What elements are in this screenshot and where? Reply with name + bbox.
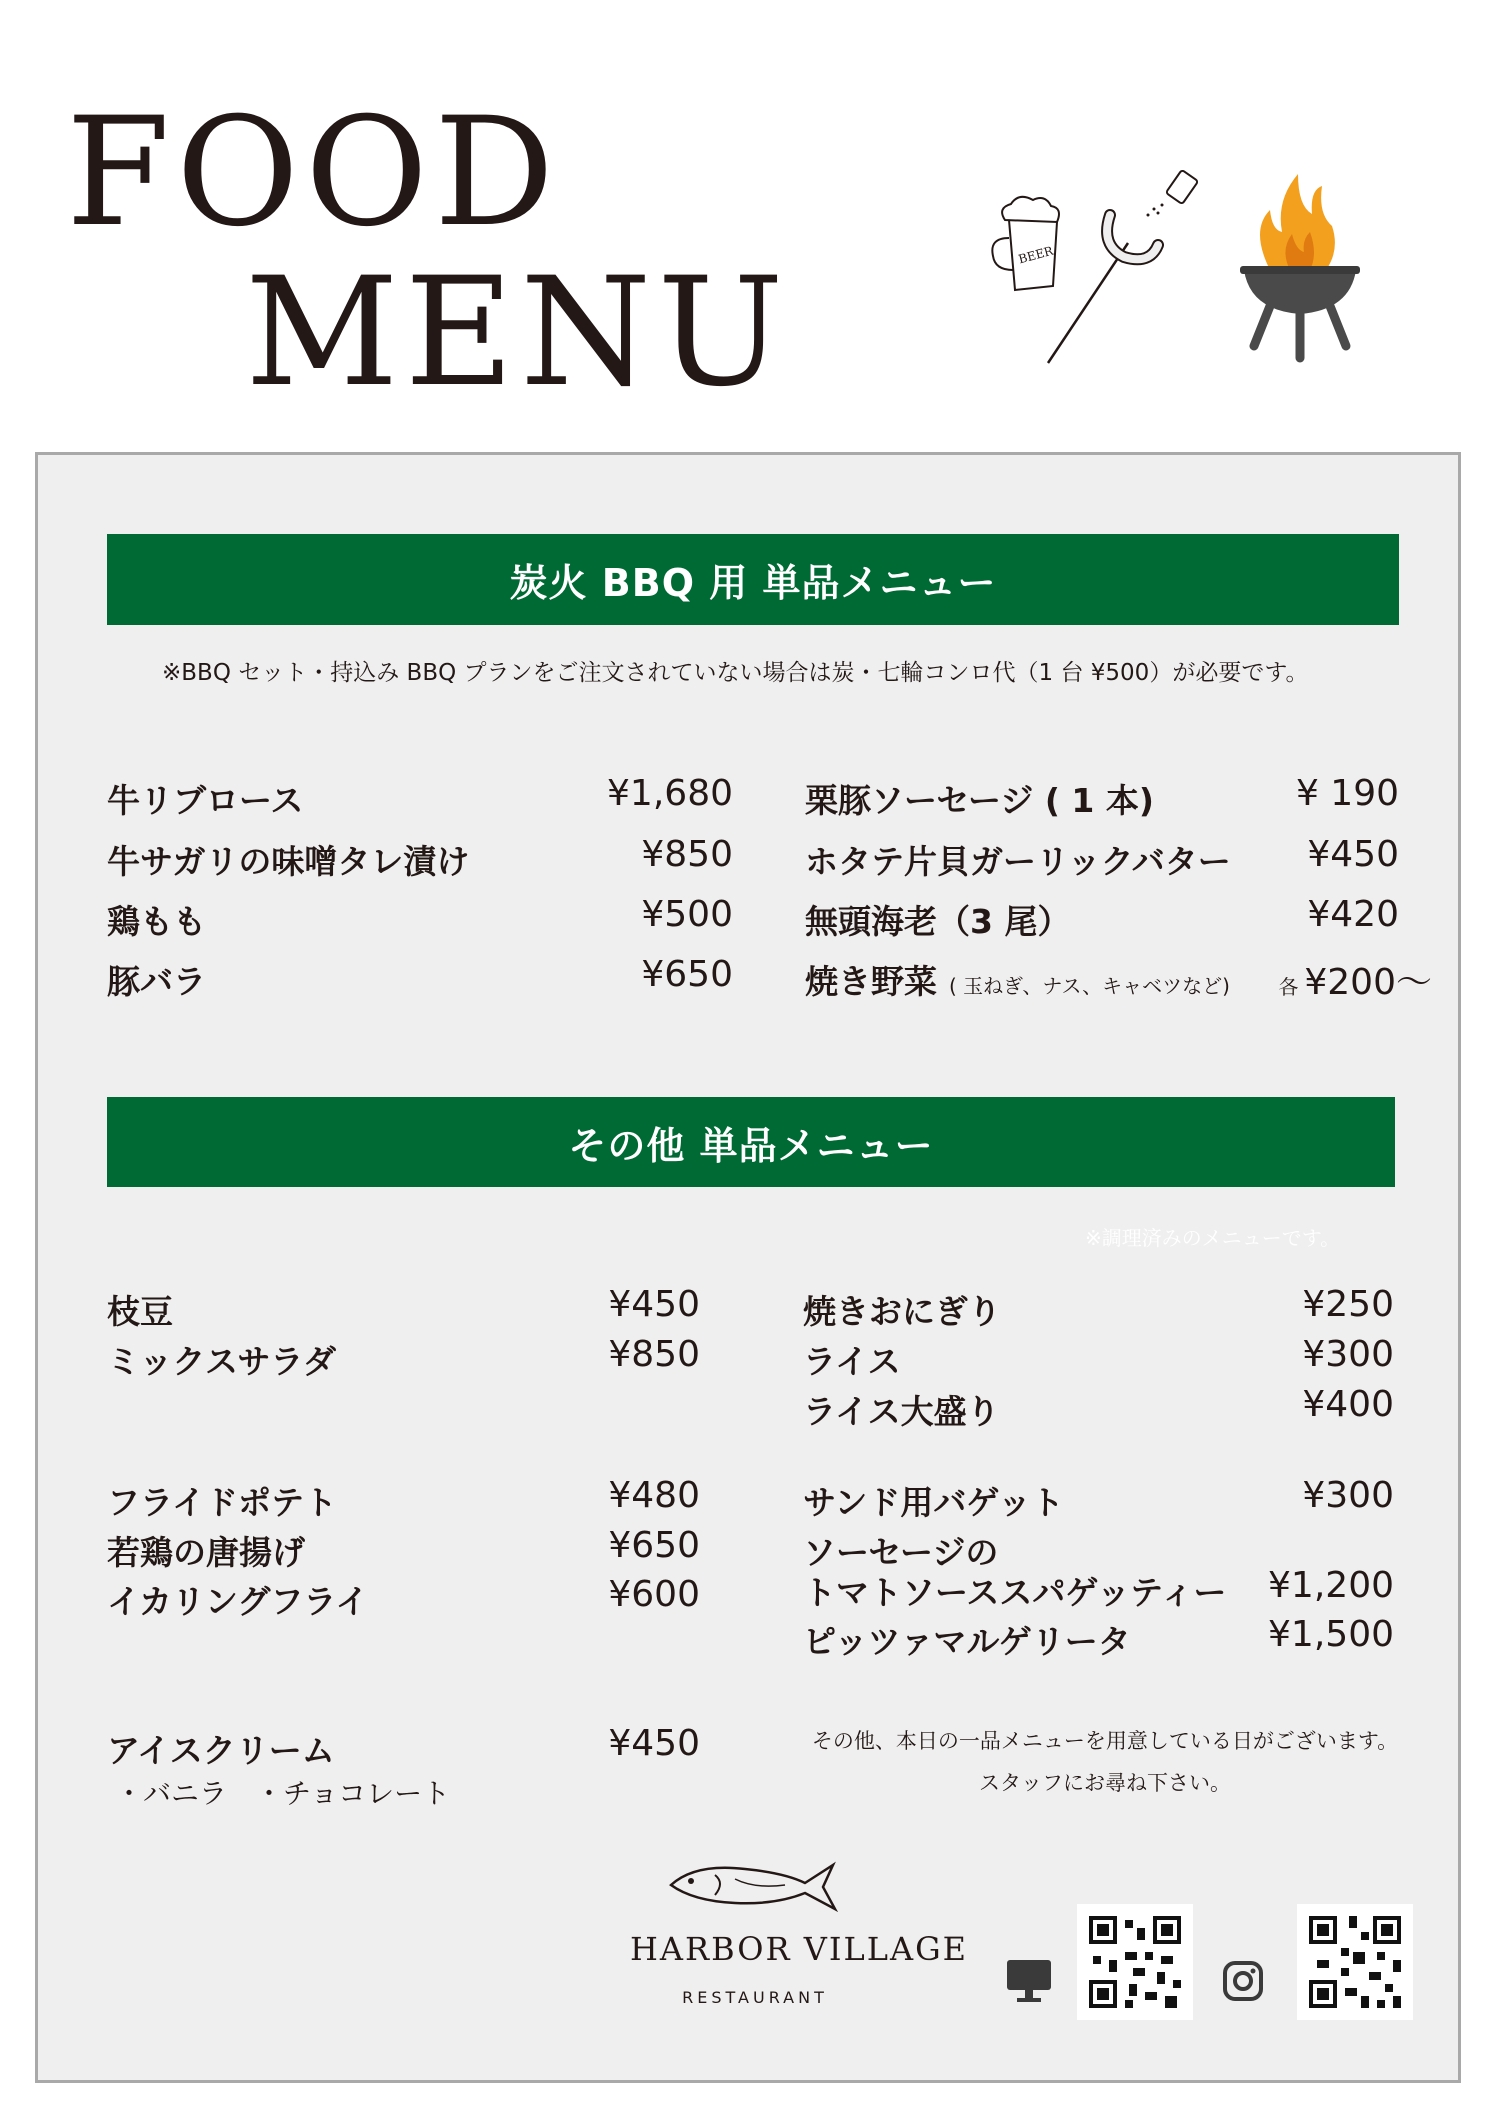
other-banner: その他 単品メニュー	[107, 1097, 1395, 1187]
bbq-price: ¥650	[641, 954, 733, 995]
bbq-price-value: ¥200～	[1304, 962, 1432, 1003]
bbq-item: 鶏もも	[107, 902, 206, 941]
bbq-item: 牛サガリの味噌タレ漬け	[107, 842, 470, 881]
other-item: 若鶏の唐揚げ	[107, 1533, 305, 1572]
sausage-icon	[1040, 165, 1210, 370]
other-price: ¥1,200	[1268, 1565, 1394, 1606]
bbq-item	[805, 956, 1230, 1003]
other-price: ¥250	[1302, 1284, 1394, 1325]
other-item: トマトソーススパゲッティー	[803, 1573, 1227, 1612]
bbq-item: 栗豚ソーセージ ( 1 本)	[805, 781, 1154, 820]
other-item: フライドポテト	[107, 1483, 338, 1522]
qr-code-icon[interactable]	[1297, 1904, 1413, 2020]
bbq-price: ¥850	[641, 834, 733, 875]
menu-panel	[35, 452, 1461, 2083]
other-price: ¥600	[608, 1574, 700, 1615]
other-price: ¥400	[1302, 1384, 1394, 1425]
title-menu: MENU	[245, 246, 790, 420]
fish-icon	[665, 1855, 840, 1915]
svg-text:BEER: BEER	[1016, 243, 1055, 267]
each-label: 各	[1278, 975, 1299, 999]
bbq-item-sub: ( 玉ねぎ、ナス、キャベツなど)	[949, 974, 1230, 998]
logo-sub: RESTAURANT	[682, 1988, 828, 2007]
other-price: ¥450	[608, 1284, 700, 1325]
other-item: ピッツァマルゲリータ	[803, 1622, 1131, 1661]
other-price: ¥1,500	[1268, 1614, 1394, 1655]
other-item: サンド用バゲット	[803, 1483, 1065, 1522]
logo-name: HARBOR VILLAGE	[630, 1930, 968, 1968]
other-note: ※調理済みのメニューです。	[1085, 1226, 1341, 1250]
other-item: 焼きおにぎり	[803, 1292, 1001, 1331]
bbq-price: ¥500	[641, 894, 733, 935]
other-price: ¥650	[608, 1525, 700, 1566]
bbq-item: ホタテ片貝ガーリックバター	[805, 842, 1231, 881]
other-item: ライス大盛り	[803, 1392, 1000, 1431]
icecream-flavors: ・バニラ ・チョコレート	[115, 1777, 451, 1810]
other-item: イカリングフライ	[107, 1582, 369, 1621]
other-item: ミックスサラダ	[107, 1342, 337, 1381]
other-price: ¥450	[608, 1723, 700, 1764]
bbq-note: ※BBQ セット・持込み BBQ プランをご注文されていない場合は炭・七輪コンロ代（1 台 ¥500）が必要です。	[162, 660, 1309, 686]
other-price: ¥300	[1302, 1334, 1394, 1375]
bbq-banner: 炭火 BBQ 用 単品メニュー	[107, 534, 1399, 625]
bbq-item: 無頭海老（3 尾）	[805, 902, 1071, 941]
other-item: ソーセージの	[803, 1533, 999, 1572]
bbq-price	[1278, 954, 1432, 1005]
bbq-price: ¥420	[1307, 894, 1399, 935]
footer-note-1: その他、本日の一品メニューを用意している日がございます。	[811, 1729, 1399, 1753]
monitor-icon	[1005, 1958, 1053, 2004]
bbq-item: 豚バラ	[107, 962, 206, 1001]
bbq-price: ¥ 190	[1295, 773, 1399, 814]
qr-code-icon[interactable]	[1077, 1904, 1193, 2020]
footer-note-2: スタッフにお尋ね下さい。	[979, 1771, 1231, 1795]
bbq-item: 牛リブロース	[107, 781, 304, 820]
other-price: ¥850	[608, 1334, 700, 1375]
bbq-price: ¥1,680	[607, 773, 733, 814]
other-item: ライス	[803, 1342, 901, 1381]
instagram-icon	[1222, 1960, 1264, 2002]
other-item: 枝豆	[107, 1292, 173, 1331]
bbq-price: ¥450	[1307, 834, 1399, 875]
other-item: アイスクリーム	[107, 1731, 335, 1770]
other-price: ¥480	[608, 1475, 700, 1516]
other-price: ¥300	[1302, 1475, 1394, 1516]
grill-icon	[1240, 170, 1360, 365]
title-food: FOOD	[66, 86, 561, 260]
bbq-item-name: 焼き野菜	[805, 962, 937, 1001]
